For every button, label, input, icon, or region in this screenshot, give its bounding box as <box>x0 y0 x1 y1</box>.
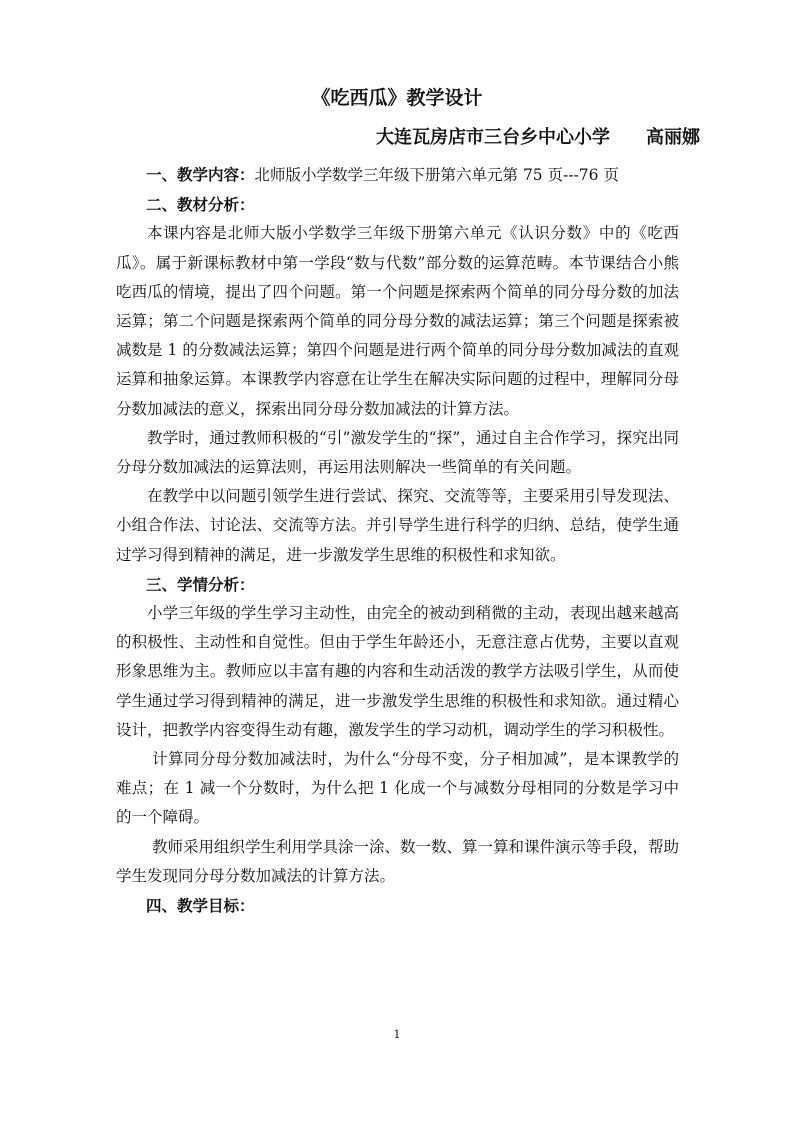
paragraph: 本课内容是北师大版小学数学三年级下册第六单元《认识分数》中的《吃西瓜》。属于新课标教材中第一学段“数与代数”部分数的运算范畴。本节课结合小熊吃西瓜的情境，提出了四个问题。第一个问题是探索两个简单的同分母分数的加法运算；第二个问题是探索两个简单的同分母分数的减法运算；第三个问题是探索被减数是 1 的分数减法运算；第四个问题是进行两个简单的同分母分数加减法的直观运算和抽象运算。本课教学内容意在让学生在解决实际问题的过程中，理解同分母分数加减法的意义，探索出同分母分数加减法的计算方法。 <box>116 224 679 418</box>
paragraph: 计算同分母分数加减法时，为什么“分母不变，分子相加减”，是本课教学的难点；在 1 减一个分数时，为什么把 1 化成一个与减数分母相同的分数是学习中的一个障碍。 <box>116 750 679 827</box>
paragraph: 在教学中以问题引领学生进行尝试、探究、交流等等，主要采用引导发现法、小组合作法、讨论法、交流等方法。并引导学生进行科学的归纳、总结，使学生通过学习得到精神的满足，进一步激发学生思维的积极性和求知欲。 <box>116 487 679 564</box>
section-heading-content <box>116 160 679 190</box>
section-heading-student-analysis: 三、学情分析： <box>146 574 255 594</box>
section-heading-teaching-goals: 四、教学目标： <box>146 896 255 916</box>
document-body <box>116 160 679 920</box>
section-heading-textbook-analysis: 二、教材分析： <box>146 195 255 215</box>
section-1-title: 一、教学内容： <box>146 165 255 184</box>
paragraph: 小学三年级的学生学习主动性，由完全的被动到稍微的主动，表现出越来越高的积极性、主动性和自觉性。但由于学生年龄还小，无意注意占优势，主要以直观形象思维为主。教师应以丰富有趣的内容和生动活泼的教学方法吸引学生，从而使学生通过学习得到精神的满足，进一步激发学生思维的积极性和求知欲。通过精心设计，把教学内容变得生动有趣，激发学生的学习动机，调动学生的学习积极性。 <box>116 604 679 739</box>
author-name: 高丽娜 <box>646 127 700 148</box>
paragraph: 教学时，通过教师积极的“引”激发学生的“探”，通过自主合作学习，探究出同分母分数加减法的运算法则，再运用法则解决一些简单的有关问题。 <box>116 428 679 477</box>
page-number: 1 <box>393 1028 401 1041</box>
section-1-inline-text: 北师版小学数学三年级下册第六单元第 75 页---76 页 <box>254 166 619 184</box>
author-line <box>300 124 700 152</box>
document-title: 《吃西瓜》教学设计 <box>311 87 483 109</box>
school-name: 大连瓦房店市三台乡中心小学 <box>376 127 610 148</box>
paragraph: 教师采用组织学生利用学具涂一涂、数一数、算一算和课件演示等手段，帮助学生发现同分母分数加减法的计算方法。 <box>116 837 680 885</box>
